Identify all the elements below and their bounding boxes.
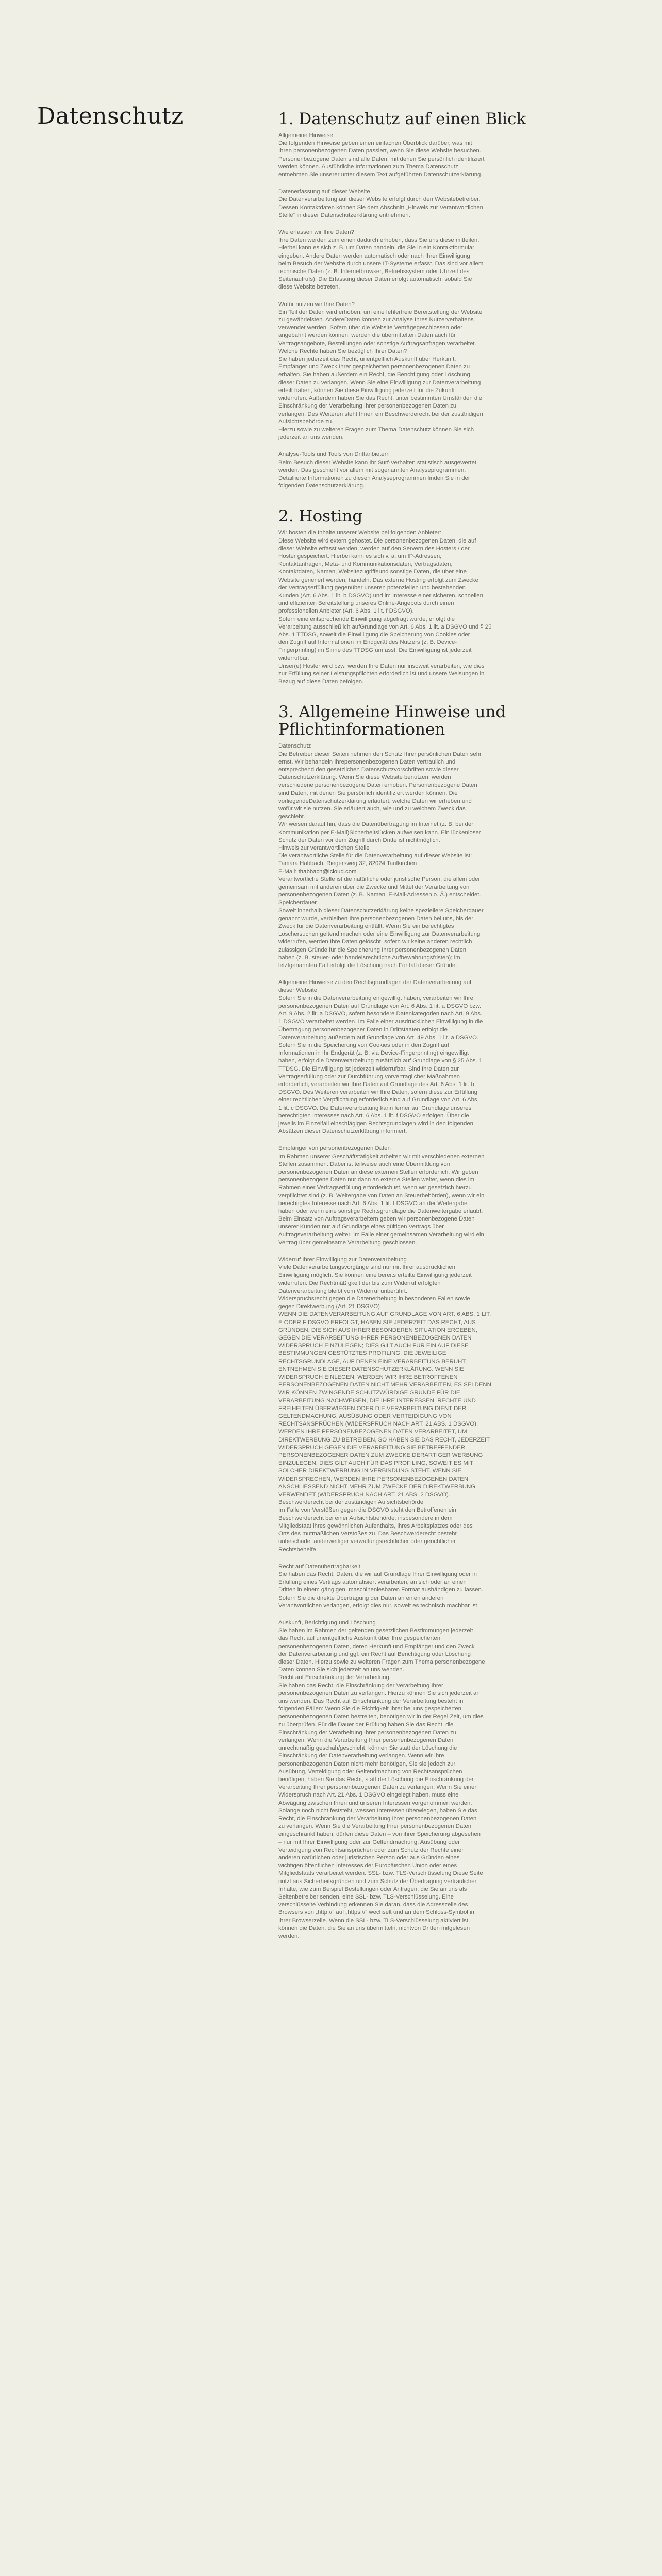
text-line: Ihren personenbezogenen Daten passiert, wenn Sie diese Website besuchen. <box>278 148 482 155</box>
text-line: technische Daten (z. B. Internetbrowser, Betriebssystem oder Uhrzeit des <box>278 268 470 275</box>
text-line: Mitgliedstaats verarbeitet werden. SSL- bzw. TLS-Verschlüsselung Diese Seite <box>278 1870 483 1877</box>
text-line: personenbezogenen Daten an diese externen Stellen erforderlich. Wir geben <box>278 1168 478 1175</box>
text-line: eingeschränkt haben, dürfen diese Daten – von ihrer Speicherung abgesehen <box>278 1831 481 1838</box>
text-line: Die folgenden Hinweise geben einen einfachen Überblick darüber, was mit <box>278 140 472 147</box>
text-line: Empfänger von personenbezogenen Daten <box>278 1145 391 1152</box>
email-label: E-Mail: <box>278 868 299 875</box>
text-line: genannt wurde, verbleiben Ihre personenbezogenen Daten bei uns, bis der <box>278 915 474 922</box>
text-line: PERSONENBEZOGENER DATEN ZUM ZWECKE DERARTIGER WERBUNG <box>278 1452 483 1459</box>
paragraph-block <box>278 188 536 219</box>
text-line: Schutz der Daten vor dem Zugriff durch Dritte ist nichtmöglich. <box>278 837 440 843</box>
text-line: Absätzen dieser Datenschutzerklärung informiert. <box>278 1128 407 1135</box>
text-line: Verteidigung von Rechtsansprüchen oder zum Schutz der Rechte einer <box>278 1846 464 1853</box>
text-line: RECHTSANSPRÜCHEN (WIDERSPRUCH NACH ART. 21 ABS. 1 DSGVO). <box>278 1421 478 1428</box>
text-line: einer rechtlichen Verpflichtung erforderlich sind auf Grundlage von Art. 6 Abs. <box>278 1097 479 1104</box>
text-line: folgenden Fällen: Wenn Sie die Richtigkeit Ihrer bei uns gespeicherten <box>278 1706 462 1713</box>
text-line: 1 lit. c DSGVO. Die Datenverarbeitung kann ferner auf Grundlage unseres <box>278 1105 472 1111</box>
text-line: Auskunft, Berichtigung und Löschung <box>278 1619 376 1626</box>
paragraph-block <box>278 742 536 970</box>
text-line: DIREKTWERBUNG ZU BETREIBEN, SO HABEN SIE DAS RECHT, JEDERZEIT <box>278 1436 490 1443</box>
text-line: zu überprüfen. Für die Dauer der Prüfung haben Sie das Recht, die <box>278 1721 454 1728</box>
text-line: Bezug auf diese Daten befolgen. <box>278 679 364 685</box>
text-line: personenbezogenen Daten nicht mehr benötigen, Sie sie jedoch zur <box>278 1760 456 1767</box>
text-line: Übertragung personenbezogener Daten in Drittstaaten erfolgt die <box>278 1026 448 1033</box>
text-line: Ausübung, Verteidigung oder Geltendmachung von Rechtsansprüchen <box>278 1768 462 1775</box>
text-line: den Zugriff auf Informationen im Endgerät des Nutzers (z. B. Device- <box>278 639 457 646</box>
text-line: Detaillierte Informationen zu diesen Analyseprogrammen finden Sie in der <box>278 474 470 481</box>
text-line: Die Betreiber dieser Seiten nehmen den Schutz Ihrer persönlichen Daten sehr <box>278 751 482 757</box>
text-line: Ein Teil der Daten wird erhoben, um eine fehlerfreie Bereitstellung der Website <box>278 309 483 315</box>
paragraph-block <box>278 451 536 490</box>
text-line: zu gewährleisten. AndereDaten können zur Analyse Ihres Nutzerverhaltens <box>278 317 474 324</box>
text-line: gegen Direktwerbung (Art. 21 DSGVO) <box>278 1303 380 1310</box>
privacy-content <box>278 110 536 1958</box>
text-line: WERDEN IHRE PERSONENBEZOGENEN DATEN VERARBEITET, UM <box>278 1429 467 1435</box>
text-line: Wofür nutzen wir Ihre Daten? <box>278 301 355 308</box>
text-line: verlangen. Des Weiteren steht Ihnen ein Beschwerderecht bei der zuständigen <box>278 411 483 417</box>
text-line: Hierbei kann es sich z. B. um Daten handeln, die Sie in ein Kontaktformular <box>278 245 474 251</box>
text-line: Hinweis zur verantwortlichen Stelle <box>278 845 370 852</box>
text-line: Wir weisen darauf hin, dass die Datenübertragung im Internet (z. B. bei der <box>278 821 473 828</box>
text-line: WENN DIE DATENVERARBEITUNG AUF GRUNDLAGE VON ART. 6 ABS. 1 LIT. <box>278 1311 491 1318</box>
text-line: ENTNEHMEN SIE DIESER DATENSCHUTZERKLÄRUNG. WENN SIE <box>278 1366 464 1372</box>
text-line: entsprechend den gesetzlichen Datenschutzvorschriften sowie dieser <box>278 767 459 773</box>
text-line: personenbezogenen Daten (z. B. Namen, E-Mail-Adressen o. Ä.) entscheidet. <box>278 892 481 899</box>
text-line: widerrufen, werden Ihre Daten gelöscht, sofern wir keine anderen rechtlich <box>278 939 472 945</box>
text-line: widerrufen. Die Rechtmäßigkeit der bis zum Widerruf erfolgten <box>278 1280 441 1286</box>
text-line: verpflichtet sind (z. B. Weitergabe von Daten an Steuerbehörden), wenn wir ein <box>278 1192 485 1199</box>
text-line: Mitgliedstaat ihres gewöhnlichen Aufenthalts, ihres Arbeitsplatzes oder des <box>278 1522 473 1529</box>
paragraph-block <box>278 529 536 686</box>
section-3 <box>278 703 536 1940</box>
text-line: Rechtsbehelfe. <box>278 1546 318 1553</box>
section-heading: 2. Hosting <box>278 507 363 526</box>
text-line: Sie haben im Rahmen der geltenden gesetzlichen Bestimmungen jederzeit <box>278 1628 473 1634</box>
text-line: der Vertragserfüllung gegenüber unseren potenziellen und bestehenden <box>278 584 466 591</box>
page-title: Datenschutz <box>37 103 184 129</box>
text-line: Die verantwortliche Stelle für die Datenverarbeitung auf dieser Website ist: <box>278 853 472 859</box>
text-line: jeweils im Einzelfall einschlägigen Rechtsgrundlagen wird in den folgenden <box>278 1120 474 1127</box>
text-line: verschiedene personenbezogene Daten erhoben. Personenbezogene Daten <box>278 782 477 789</box>
text-line: Einschränkung der Datenverarbeitung verlangen. Wenn wir Ihre <box>278 1753 444 1759</box>
text-line: Kontaktanfragen, Meta- und Kommunikationsdaten, Vertragsdaten, <box>278 561 453 568</box>
text-line: dieser Website erfasst werden, werden auf den Servern des Hosters / der <box>278 545 470 552</box>
paragraph-block <box>278 132 536 179</box>
text-line: personenbezogenen Daten zu verlangen. Hierzu können Sie sich jederzeit an <box>278 1690 480 1697</box>
text-line: Seitenbetreiber senden, eine SSL- bzw. TLS-Verschlüsselung. Eine <box>278 1894 454 1901</box>
text-line: Speicherdauer <box>278 900 317 906</box>
text-line: Einschränkung der Verarbeitung Ihrer personenbezogenen Daten zu <box>278 1729 457 1736</box>
text-line: WIDERSPRUCH GEGEN DIE VERARBEITUNG SIE BETREFFENDER <box>278 1444 466 1451</box>
text-line: PERSONENBEZOGENEN DATEN NICHT MEHR VERARBEITEN, ES SEI DENN, <box>278 1382 493 1388</box>
text-line: und effizienten Bereitstellung unseres Online-Angebots durch einen <box>278 600 454 607</box>
text-line: GRÜNDEN, DIE SICH AUS IHRER BESONDEREN SITUATION ERGEBEN, <box>278 1327 477 1333</box>
text-line: letztgenannten Fall erfolgt die Löschung nach Fortfall dieser Gründe. <box>278 962 457 969</box>
text-line: Analyse-Tools und Tools von Drittanbietern <box>278 451 390 458</box>
text-line: verlangen. Wenn die Verarbeitung Ihrer personenbezogenen Daten <box>278 1737 454 1743</box>
text-line: Viele Datenverarbeitungsvorgänge sind nur mit Ihrer ausdrücklichen <box>278 1264 455 1271</box>
text-line: Sie haben das Recht, die Einschränkung der Verarbeitung Ihrer <box>278 1682 443 1689</box>
text-line: Vertragsangebote, Bestellungen oder sonstige Auftragsanfragen verarbeitet. <box>278 340 476 347</box>
text-line: Datenerfassung auf dieser Website <box>278 189 370 195</box>
text-line: Beim Besuch dieser Website kann Ihr Surf-Verhalten statistisch ausgewertet <box>278 459 477 466</box>
text-line: Löschersuchen geltend machen oder eine Einwilligung zur Datenverarbeitung <box>278 931 481 938</box>
text-line: jederzeit an uns wenden. <box>278 434 344 441</box>
text-line: E ODER F DSGVO ERFOLGT, HABEN SIE JEDERZEIT DAS RECHT, AUS <box>278 1319 476 1326</box>
text-line: RECHTSGRUNDLAGE, AUF DENEN EINE VERARBEITUNG BERUHT, <box>278 1358 467 1365</box>
text-line: Soweit innerhalb dieser Datenschutzerklärung keine speziellere Speicherdauer <box>278 907 484 914</box>
text-line: Stelle“ in dieser Datenschutzerklärung entnehmen. <box>278 212 410 218</box>
text-line: können die Daten, die Sie an uns übermitteln, nichtvon Dritten mitgelesen <box>278 1925 470 1931</box>
paragraph-block <box>278 1563 536 1610</box>
text-line: ANSCHLIESSEND NICHT MEHR ZUM ZWECKE DER DIREKTWERBUNG <box>278 1483 476 1490</box>
text-line: unbeschadet anderweitiger verwaltungsrechtlicher oder gerichtlicher <box>278 1538 456 1545</box>
text-line: – nur mit Ihrer Einwilligung oder zur Geltendmachung, Ausübung oder <box>278 1839 460 1845</box>
text-line: zu verlangen. Wenn Sie die Verarbeitung Ihrer personenbezogenen Daten <box>278 1823 472 1830</box>
text-line: BESTIMMUNGEN GESTÜTZTES PROFILING. DIE JEWEILIGE <box>278 1350 446 1357</box>
text-line: beim Besuch der Website durch unsere IT-Systeme erfasst. Das sind vor allem <box>278 260 484 267</box>
text-line: Abs. 1 TTDSG, soweit die Einwilligung die Speicherung von Cookies oder <box>278 631 470 638</box>
text-line: haben oder wenn eine sonstige Rechtsgrundlage die Datenweitergabe erlaubt. <box>278 1208 483 1214</box>
text-line: Einwilligung möglich. Sie können eine bereits erteilte Einwilligung jederzeit <box>278 1272 472 1279</box>
text-line: Inhalte, wie zum Beispiel Bestellungen oder Anfragen, die Sie an uns als <box>278 1886 467 1892</box>
text-line: Informationen in Ihr Endgerät (z. B. via Device-Fingerprinting) eingewilligt <box>278 1050 469 1057</box>
text-line: Verarbeitung Ihrer personenbezogenen Daten zu verlangen. Wenn Sie einen <box>278 1784 478 1791</box>
text-line: Browsers von „http://“ auf „https://“ wechselt und an dem Schloss-Symbol in <box>278 1909 474 1916</box>
text-line: Wie erfassen wir Ihre Daten? <box>278 229 354 236</box>
text-line: Widerruf Ihrer Einwilligung zur Datenverarbeitung <box>278 1256 407 1263</box>
text-line: Sie haben das Recht, Daten, die wir auf Grundlage Ihrer Einwilligung oder in <box>278 1571 477 1578</box>
text-line: widerrufen. Außerdem haben Sie das Recht, unter bestimmten Umständen die <box>278 395 483 402</box>
text-line: Fingerprinting) im Sinne des TTDSG umfasst. Die Einwilligung ist jederzeit <box>278 647 472 654</box>
text-line: Unser(e) Hoster wird bzw. werden Ihre Daten nur insoweit verarbeiten, wie dies <box>278 663 485 669</box>
text-line: dieser Daten zu verlangen. Wenn Sie eine Einwilligung zur Datenverarbeitung <box>278 379 481 386</box>
text-line: VERWENDET (WIDERSPRUCH NACH ART. 21 ABS. 2 DSGVO). <box>278 1492 450 1498</box>
text-line: Zweck für die Datenverarbeitung entfällt. Wenn Sie ein berechtigtes <box>278 923 454 930</box>
text-line: Verantwortlichen verlangen, erfolgt dies nur, soweit es technisch machbar ist. <box>278 1602 479 1609</box>
text-line: dieser Website <box>278 987 318 994</box>
text-line: erhalten. Sie haben außerdem ein Recht, die Berichtigung oder Löschung <box>278 371 470 378</box>
text-line: wofür wir sie nutzen. Sie erläutert auch, wie und zu welchem Zweck das <box>278 806 466 812</box>
text-line: personenbezogenen Daten auf Grundlage von Art. 6 Abs. 1 lit. a DSGVO bzw. <box>278 1003 482 1009</box>
text-line: Hoster gespeichert. Hierbei kann es sich v. a. um IP-Adressen, <box>278 553 442 560</box>
text-line: berechtigten Interesses nach Art. 6 Abs. 1 lit. f DSGVO erfolgen. Über die <box>278 1112 469 1119</box>
text-line: haben (z. B. steuer- oder handelsrechtliche Aufbewahrungsfristen); im <box>278 954 460 961</box>
text-line: Beschwerderecht bei einer Aufsichtsbehörde, insbesondere in dem <box>278 1515 453 1521</box>
text-line: Die Datenverarbeitung auf dieser Website erfolgt durch den Websitebetreiber. <box>278 196 481 203</box>
text-line: berechtigtes Interesse nach Art. 6 Abs. 1 lit. f DSGVO an der Weitergabe <box>278 1200 468 1207</box>
text-line: Recht auf Einschränkung der Verarbeitung <box>278 1674 389 1681</box>
paragraph-block <box>278 1145 536 1247</box>
text-line: Vertrag über gemeinsame Verarbeitung geschlossen. <box>278 1239 417 1246</box>
text-line: Allgemeine Hinweise zu den Rechtsgrundlagen der Datenverarbeitung auf <box>278 979 472 986</box>
text-line: EINZULEGEN; DIES GILT AUCH FÜR DAS PROFILING, SOWEIT ES MIT <box>278 1460 473 1467</box>
text-line: der Datenverarbeitung und ggf. ein Recht auf Berichtigung oder Löschung <box>278 1651 471 1657</box>
text-line: Sofern Sie in die Datenverarbeitung eingewilligt haben, verarbeiten wir Ihre <box>278 995 474 1002</box>
text-line: sind Daten, mit denen Sie persönlich identifiziert werden können. Die <box>278 790 458 796</box>
text-line: werden. <box>278 1933 300 1940</box>
text-line: anderen natürlichen oder juristischen Person oder aus Gründen eines <box>278 1855 460 1861</box>
section-2 <box>278 507 536 686</box>
text-line: personenbezogene Daten nur dann an externe Stellen weiter, wenn dies im <box>278 1177 474 1183</box>
text-line: DSGVO. Des Weiteren verarbeiten wir Ihre Daten, sofern diese zur Erfüllung <box>278 1089 477 1096</box>
text-line: Im Rahmen unserer Geschäftstätigkeit arbeiten wir mit verschiedenen externen <box>278 1153 485 1160</box>
section-1 <box>278 110 536 490</box>
text-line: Ihre Daten werden zum einen dadurch erhoben, dass Sie uns diese mitteilen. <box>278 237 479 244</box>
text-line: entnehmen Sie unserer unter diesem Text aufgeführten Datenschutzerklärung. <box>278 172 483 178</box>
text-line: Art. 9 Abs. 2 lit. a DSGVO, sofern besondere Datenkategorien nach Art. 9 Abs. <box>278 1011 483 1018</box>
text-line: Website generiert werden, handeln. Das externe Hosting erfolgt zum Zwecke <box>278 577 478 583</box>
text-line: Personenbezogene Daten sind alle Daten, mit denen Sie persönlich identifiziert <box>278 156 485 162</box>
text-line: zulässigen Gründe für die Speicherung Ihrer personenbezogenen Daten <box>278 946 467 953</box>
text-line: Widerspruchsrecht gegen die Datenerhebung in besonderen Fällen sowie <box>278 1296 470 1302</box>
text-line: Verarbeitung ausschließlich aufGrundlage von Art. 6 Abs. 1 lit. a DSGVO und § 25 <box>278 623 492 630</box>
text-line: GELTENDMACHUNG, AUSÜBUNG ODER VERTEIDIGUNG VON <box>278 1413 452 1420</box>
text-line: Verantwortliche Stelle ist die natürliche oder juristische Person, die allein oder <box>278 876 481 883</box>
text-line: Ihrer Browserzeile. Wenn die SSL- bzw. TLS-Verschlüsselung aktiviert ist, <box>278 1917 470 1924</box>
text-line: Abwägung zwischen Ihren und unseren Interessen vorgenommen werden. <box>278 1800 472 1806</box>
text-line: gemeinsam mit anderen über die Zwecke und Mittel der Verarbeitung von <box>278 884 470 891</box>
text-line: unrechtmäßig geschah/geschieht, können Sie statt der Löschung die <box>278 1745 457 1752</box>
paragraph-block <box>278 301 536 442</box>
text-line: unserer Kunden nur auf Grundlage eines gültigen Vertrags über <box>278 1224 444 1230</box>
text-line: vorliegendeDatenschutzerklärung erläutert, welche Daten wir erheben und <box>278 798 472 804</box>
text-line: Recht auf Datenübertragbarkeit <box>278 1563 360 1570</box>
text-line: WIDERSPRUCH EINZULEGEN; DIES GILT AUCH FÜR EIN AUF DIESE <box>278 1343 469 1349</box>
text-line: Rahmen einer Vertragserfüllung erforderlich ist, wenn wir gesetzlich hierzu <box>278 1184 472 1191</box>
text-line: Seitenaufrufs). Die Erfassung dieser Daten erfolgt automatisch, sobald Sie <box>278 276 472 283</box>
text-line: Datenschutz <box>278 743 311 750</box>
text-line: verwendet werden. Sofern über die Website Verträgegeschlossen oder <box>278 325 462 331</box>
text-line: WIR KÖNNEN ZWINGENDE SCHUTZWÜRDIGE GRÜNDE FÜR DIE <box>278 1389 460 1396</box>
email-line <box>278 868 536 876</box>
text-line: zur Erfüllung seiner Leistungspflichten erforderlich ist und unsere Weisungen in <box>278 670 485 677</box>
text-line: widerrufbar. <box>278 655 309 662</box>
text-line: Wir hosten die Inhalte unserer Website bei folgenden Anbieter: <box>278 530 441 536</box>
text-line: Stellen zusammen. Dabei ist teilweise auch eine Übermittlung von <box>278 1161 451 1167</box>
text-line: Tamara Habbach, Riegersweg 32, 82024 Taufkirchen <box>278 860 417 867</box>
text-line: TTDSG. Die Einwilligung ist jederzeit widerrufbar. Sind Ihre Daten zur <box>278 1065 459 1072</box>
text-line: Erfüllung eines Vertrags automatisiert verarbeiten, an sich oder an einen <box>278 1579 467 1586</box>
paragraph-block <box>278 1256 536 1554</box>
text-line: SOLCHER DIREKTWERBUNG IN VERBINDUNG STEHT. WENN SIE <box>278 1468 462 1475</box>
text-line: personenbezogenen Daten, deren Herkunft und Empfänger und den Zweck <box>278 1643 475 1650</box>
text-line: Kontaktdaten, Namen, Websitezugriffeund sonstige Daten, die über eine <box>278 569 467 575</box>
text-line: Datenschutzerklärung. Wenn Sie diese Website benutzen, werden <box>278 774 451 781</box>
text-line: Datenverarbeitung bleibt vom Widerruf unberührt. <box>278 1287 408 1294</box>
text-line: Dritten in einem gängigen, maschinenlesbaren Format aushändigen zu lassen. <box>278 1587 484 1594</box>
text-line: GEGEN DIE VERARBEITUNG IHRER PERSONENBEZOGENEN DATEN <box>278 1335 472 1342</box>
text-line: WIDERSPRECHEN, WERDEN IHRE PERSONENBEZOGENEN DATEN <box>278 1476 469 1482</box>
paragraph-block <box>278 1619 536 1940</box>
text-line: Einschränkung der Verarbeitung Ihrer personenbezogenen Daten zu <box>278 403 457 410</box>
text-line: Aufsichtsbehörde zu. <box>278 418 334 425</box>
text-line: Sofern Sie in die Speicherung von Cookies oder in den Zugriff auf <box>278 1042 449 1048</box>
text-line: Recht, die Einschränkung der Verarbeitung Ihrer personenbezogenen Daten <box>278 1816 477 1822</box>
text-line: Datenverarbeitung außerdem auf Grundlage von Art. 49 Abs. 1 lit. a DSGVO. <box>278 1034 479 1041</box>
text-line: verschlüsselte Verbindung erkennen Sie daran, dass die Adresszeile des <box>278 1902 468 1908</box>
text-line: geschieht. <box>278 814 305 820</box>
text-line: personenbezogenen Daten bestreiten, benötigen wir in der Regel Zeit, um dies <box>278 1714 484 1720</box>
text-line: erteilt haben, können Sie diese Einwilligung jederzeit für die Zukunft <box>278 387 455 394</box>
text-line: Allgemeine Hinweise <box>278 132 333 139</box>
text-line: Solange noch nicht feststeht, wessen Interessen überwiegen, haben Sie das <box>278 1807 477 1814</box>
text-line: VERARBEITUNG NACHWEISEN, DIE IHRE INTERESSEN, RECHTE UND <box>278 1397 476 1404</box>
text-line: erforderlich, verarbeiten wir Ihre Daten auf Grundlage des Art. 6 Abs. 1 lit. b <box>278 1081 474 1088</box>
text-line: haben, erfolgt die Datenverarbeitung zusätzlich auf Grundlage von § 25 Abs. 1 <box>278 1058 483 1064</box>
text-line: angebahnt werden können, werden die übermittelten Daten auch für <box>278 332 456 339</box>
text-line: Diese Website wird extern gehostet. Die personenbezogenen Daten, die auf <box>278 537 476 544</box>
text-line: Dessen Kontaktdaten können Sie dem Abschnitt „Hinweis zur Verantwortlichen <box>278 204 483 211</box>
text-line: diese Website betreten. <box>278 284 340 291</box>
text-line: folgenden Datenschutzerklärung. <box>278 483 365 489</box>
text-line: Beschwerderecht bei der zuständigen Aufsichtsbehörde <box>278 1499 424 1506</box>
text-line: Daten können Sie sich jederzeit an uns wenden. <box>278 1667 404 1673</box>
text-line: Sofern eine entsprechende Einwilligung abgefragt wurde, erfolgt die <box>278 616 455 622</box>
text-line: Empfänger und Zweck Ihrer gespeicherten personenbezogenen Daten zu <box>278 364 470 370</box>
text-line: wichtigen öffentlichen Interesses der Europäischen Union oder eines <box>278 1862 457 1869</box>
text-line: Kunden (Art. 6 Abs. 1 lit. b DSGVO) und im Interesse einer sicheren, schnellen <box>278 592 483 599</box>
text-line: 1 DSGVO verarbeitet werden. Im Falle einer ausdrücklichen Einwilligung in die <box>278 1019 483 1025</box>
text-line: eingeben. Andere Daten werden automatisch oder nach Ihrer Einwilligung <box>278 252 470 259</box>
paragraph-block <box>278 229 536 292</box>
text-line: das Recht auf unentgeltliche Auskunft über Ihre gespeicherten <box>278 1635 441 1642</box>
text-line: werden. Das geschieht vor allem mit sogenannten Analyseprogrammen. <box>278 467 466 473</box>
text-line: Auftragsverarbeitung weiter. Im Falle einer gemeinsamen Verarbeitung wird ein <box>278 1231 484 1238</box>
text-line: benötigen, haben Sie das Recht, statt der Löschung die Einschränkung der <box>278 1776 474 1783</box>
text-line: uns wenden. Das Recht auf Einschränkung der Verarbeitung besteht in <box>278 1698 464 1704</box>
text-line: dieser Daten. Hierzu sowie zu weiteren Fragen zum Thema personenbezogene <box>278 1658 485 1665</box>
paragraph-block <box>278 979 536 1136</box>
text-line: werden können. Ausführliche Informationen zum Thema Datenschutz <box>278 163 458 170</box>
text-line: Orts des mutmaßlichen Verstoßes zu. Das Beschwerderecht besteht <box>278 1531 457 1537</box>
section-heading: 1. Datenschutz auf einen Blick <box>278 110 526 128</box>
text-line: WIDERSPRUCH EINLEGEN, WERDEN WIR IHRE BETROFFENEN <box>278 1374 458 1381</box>
section-heading: 3. Allgemeine Hinweise und Pflichtinformationen <box>278 703 506 739</box>
text-line: Beim Einsatz von Auftragsverarbeitern geben wir personenbezogene Daten <box>278 1216 475 1223</box>
text-line: Kommunikation per E-Mail)Sicherheitslücken aufweisen kann. Ein lückenloser <box>278 829 481 836</box>
email-link[interactable]: thabbach@icloud.com <box>298 868 357 875</box>
text-line: ernst. Wir behandeln Ihrepersonenbezogenen Daten vertraulich und <box>278 758 456 765</box>
text-line: Sofern Sie die direkte Übertragung der Daten an einen anderen <box>278 1595 444 1601</box>
text-line: nutzt aus Sicherheitsgründen und zum Schutz der Übertragung vertraulicher <box>278 1878 477 1885</box>
text-line: Welche Rechte haben Sie bezüglich Ihrer Daten? <box>278 348 407 354</box>
text-line: Sie haben jederzeit das Recht, unentgeltlich Auskunft über Herkunft, <box>278 356 456 363</box>
text-line: FREIHEITEN ÜBERWIEGEN ODER DIE VERARBEITUNG DIENT DER <box>278 1405 467 1412</box>
text-line: professionellen Anbieter (Art. 6 Abs. 1 lit. f DSGVO). <box>278 608 414 615</box>
text-line: Widerspruch nach Art. 21 Abs. 1 DSGVO eingelegt haben, muss eine <box>278 1792 459 1799</box>
text-line: Hierzu sowie zu weiteren Fragen zum Thema Datenschutz können Sie sich <box>278 426 474 433</box>
text-line: Im Falle von Verstößen gegen die DSGVO steht den Betroffenen ein <box>278 1507 456 1514</box>
text-line: Vertragserfüllung oder zur Durchführung vorvertraglicher Maßnahmen <box>278 1073 460 1080</box>
